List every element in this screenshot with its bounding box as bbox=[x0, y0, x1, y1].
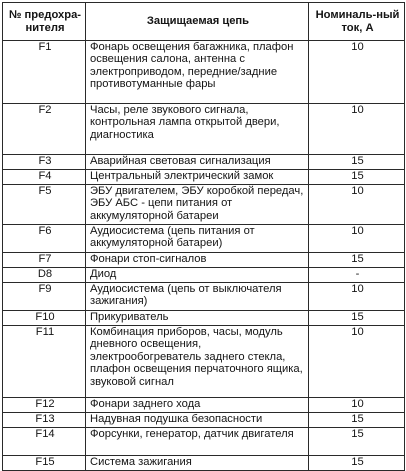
header-circuit: Защищаемая цепь bbox=[86, 3, 309, 41]
fuse-number: F12 bbox=[3, 398, 86, 413]
table-row bbox=[3, 185, 405, 225]
circuit-description: Надувная подушка безопасности bbox=[86, 413, 309, 428]
fuse-number: F2 bbox=[3, 104, 86, 155]
circuit-description: Прикуриватель bbox=[86, 311, 309, 326]
current-rating: 15 bbox=[309, 456, 405, 471]
table-header-row bbox=[3, 3, 405, 41]
fuse-number: F14 bbox=[3, 428, 86, 456]
table-row bbox=[3, 155, 405, 170]
fuse-number: F3 bbox=[3, 155, 86, 170]
header-rating: Номиналь-ный ток, А bbox=[309, 3, 405, 41]
fuse-number: F10 bbox=[3, 311, 86, 326]
circuit-description: Часы, реле звукового сигнала, контрольная лампа открытой двери, диагностика bbox=[86, 104, 309, 155]
circuit-description: ЭБУ двигателем, ЭБУ коробкой передач, ЭБУ АБС - цепи питания от аккумуляторной батареи bbox=[86, 185, 309, 225]
current-rating: 10 bbox=[309, 326, 405, 398]
table-row bbox=[3, 268, 405, 283]
current-rating: 10 bbox=[309, 225, 405, 253]
circuit-description: Диод bbox=[86, 268, 309, 283]
circuit-description: Аудиосистема (цепь от выключателя зажигания) bbox=[86, 283, 309, 311]
circuit-description: Центральный электрический замок bbox=[86, 170, 309, 185]
fuse-number: D8 bbox=[3, 268, 86, 283]
table-row bbox=[3, 428, 405, 456]
current-rating: 15 bbox=[309, 170, 405, 185]
current-rating: - bbox=[309, 268, 405, 283]
current-rating: 15 bbox=[309, 428, 405, 456]
fuse-number: F4 bbox=[3, 170, 86, 185]
circuit-description: Аварийная световая сигнализация bbox=[86, 155, 309, 170]
fuse-number: F15 bbox=[3, 456, 86, 471]
current-rating: 10 bbox=[309, 283, 405, 311]
fuse-number: F7 bbox=[3, 253, 86, 268]
fuse-number: F1 bbox=[3, 41, 86, 104]
current-rating: 10 bbox=[309, 104, 405, 155]
table-row bbox=[3, 326, 405, 398]
table-row bbox=[3, 311, 405, 326]
table-row bbox=[3, 413, 405, 428]
circuit-description: Система зажигания bbox=[86, 456, 309, 471]
current-rating: 15 bbox=[309, 155, 405, 170]
circuit-description: Фонари заднего хода bbox=[86, 398, 309, 413]
fuse-number: F5 bbox=[3, 185, 86, 225]
fuse-number: F6 bbox=[3, 225, 86, 253]
circuit-description: Фонари стоп-сигналов bbox=[86, 253, 309, 268]
current-rating: 10 bbox=[309, 41, 405, 104]
current-rating: 15 bbox=[309, 311, 405, 326]
fuse-table bbox=[2, 2, 405, 471]
fuse-number: F9 bbox=[3, 283, 86, 311]
fuse-number: F13 bbox=[3, 413, 86, 428]
header-fuse-number: № предохра-нителя bbox=[3, 3, 86, 41]
current-rating: 15 bbox=[309, 253, 405, 268]
table-row bbox=[3, 456, 405, 471]
circuit-description: Форсунки, генератор, датчик двигателя bbox=[86, 428, 309, 456]
circuit-description: Комбинация приборов, часы, модуль дневного освещения, электрообогреватель заднего стекла, плафон освещения перчаточного ящика, звуковой сигнал bbox=[86, 326, 309, 398]
circuit-description: Фонарь освещения багажника, плафон освещения салона, антенна с электроприводом, передние/задние противотуманные фары bbox=[86, 41, 309, 104]
table-row bbox=[3, 253, 405, 268]
table-row bbox=[3, 398, 405, 413]
current-rating: 10 bbox=[309, 398, 405, 413]
fuse-number: F11 bbox=[3, 326, 86, 398]
table-row bbox=[3, 41, 405, 104]
table-row bbox=[3, 225, 405, 253]
circuit-description: Аудиосистема (цепь питания от аккумуляторной батареи) bbox=[86, 225, 309, 253]
table-row bbox=[3, 104, 405, 155]
current-rating: 15 bbox=[309, 413, 405, 428]
table-row bbox=[3, 283, 405, 311]
current-rating: 10 bbox=[309, 185, 405, 225]
table-row bbox=[3, 170, 405, 185]
